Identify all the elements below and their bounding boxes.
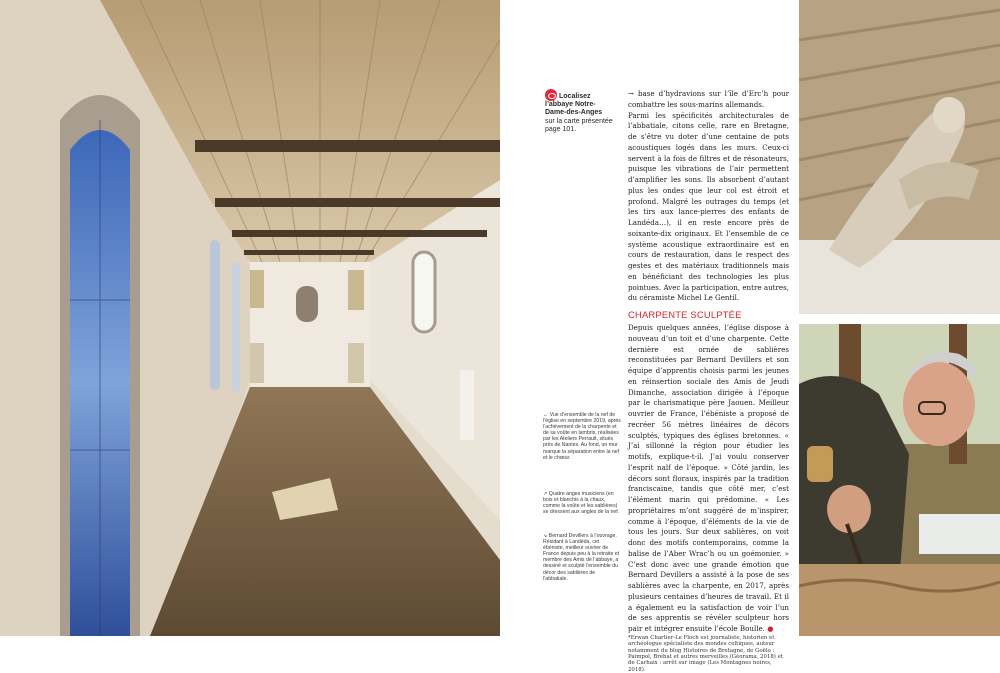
eye-icon (545, 89, 557, 101)
article-paragraph-charpente (628, 323, 789, 635)
locate-note (545, 89, 613, 134)
caption-carver: ↘ Bernard Devillers à l’ouvrage. Résidant à Landéda, cet ébéniste, meilleur ouvrier de France depuis peu à la retraite et membre des Amis de l’abbaye, a dessiné et sculpté l’ensemble du décor des sablières de l’abbatiale. (543, 533, 620, 582)
locate-note-text: sur la carte présentée page 101. (545, 117, 613, 133)
caption-nave: ← Vue d’ensemble de la nef de l’église en septembre 2019, après l’achèvement de la charpente et de sa voûte en lambris, réalisées par les Ateliers Perrault, situés près de Nantes. Au fond, un mur marque la séparation entre la nef et le chœur. (543, 412, 621, 461)
article-paragraph-continued: → base d’hydravions sur l’île d’Erc’h pour combattre les sous-marins allemands. (628, 89, 789, 109)
caption-angels: ↗ Quatre anges musiciens (en bois et blanchis à la chaux, comme la voûte et les sablières) se dressent aux angles de la nef. (543, 491, 620, 516)
article-column (628, 89, 789, 673)
locate-note-title: Localisez l’abbaye Notre-Dame-des-Anges (545, 93, 603, 117)
article-paragraph-acoustics: Parmi les spécificités architecturales de l’abbatiale, citons celle, rare en Bretagne, de s’être vu doter d’une centaine de pots acoustiques logés dans les murs. Ceux-ci servent à la fois de filtres et de résonateurs, puisque les vibrations de l’air permettent d’amplifier les sons. Ils absorbent d’autant plus les ondes que leur col est étroit et profond. Malgré les outrages du temps (et les tirs aux lance-pierres des enfants de Landéda…), il en reste encore près de soixante-dix originaux. Et l’ensemble de ce système acoustique extraordinaire est en cours de restauration, dans le respect des gestes et des matériaux traditionnels mais en bénéficiant des technologies les plus pointues. Avec la participation, entre autres, du céramiste Michel Le Gentil. (628, 110, 789, 303)
carver-photo (799, 324, 1000, 636)
article-paragraph-charpente-text: Depuis quelques années, l’église dispose à nouveau d’un toit et d’une charpente. Cette dernière est ornée de sablières reconstituées par Bernard Devillers et son équipe d’apprentis choisis parmi les jeunes en réinsertion sociale des Amis de Jeudi Dimanche, association dirigée à l’époque par le charismatique père Jaouen. Meilleur ouvrier de France, l’ébéniste a proposé de recréer 56 mètres linéaires de décors sculptés, typiques des églises bretonnes. « J’ai sillonné la région pour étudier les motifs, explique-t-il. J’ai voulu conserver l’esprit naïf de l’époque. » Côté jardin, les décors sont floraux, inspirés par la tradition franciscaine, tandis que côté mer, c’est l’élément marin qui prédomine. « Les propriétaires m’ont suggéré de m’inspirer, comme à l’époque, d’éléments de la vie de tous les jours. Sur deux sablières, on voit donc des motifs contemporains, comme la balise de l’Aber Wrac’h ou un goémonier. » C’est donc avec une grande émotion que Bernard Devillers a assisté à la pose de ses sablières avec la charpente, en 2017, après plusieurs centaines d’heures de travail. Et il a également eu la satisfaction de voir l’un de ses apprentis se révéler sculpteur hors pair et intégrer ensuite l’école Boulle. (628, 323, 789, 633)
nave-photo (0, 0, 500, 636)
section-subheading: CHARPENTE SCULPTÉE (628, 309, 742, 320)
author-footnote: *Erwan Chartier-Le Floch est journaliste, historien et archéologue spécialiste des mondes celtiques, auteur notamment du blog Histoires de Bretagne, de Goëlo : Paimpol, Bréhat et autres merveilles (Géorama, 2018) et de Carhaix : arrêt sur image (Les Montagnes noires, 2018). (628, 634, 783, 673)
angel-sculpture-photo (799, 0, 1000, 314)
end-mark: ● (767, 624, 774, 633)
